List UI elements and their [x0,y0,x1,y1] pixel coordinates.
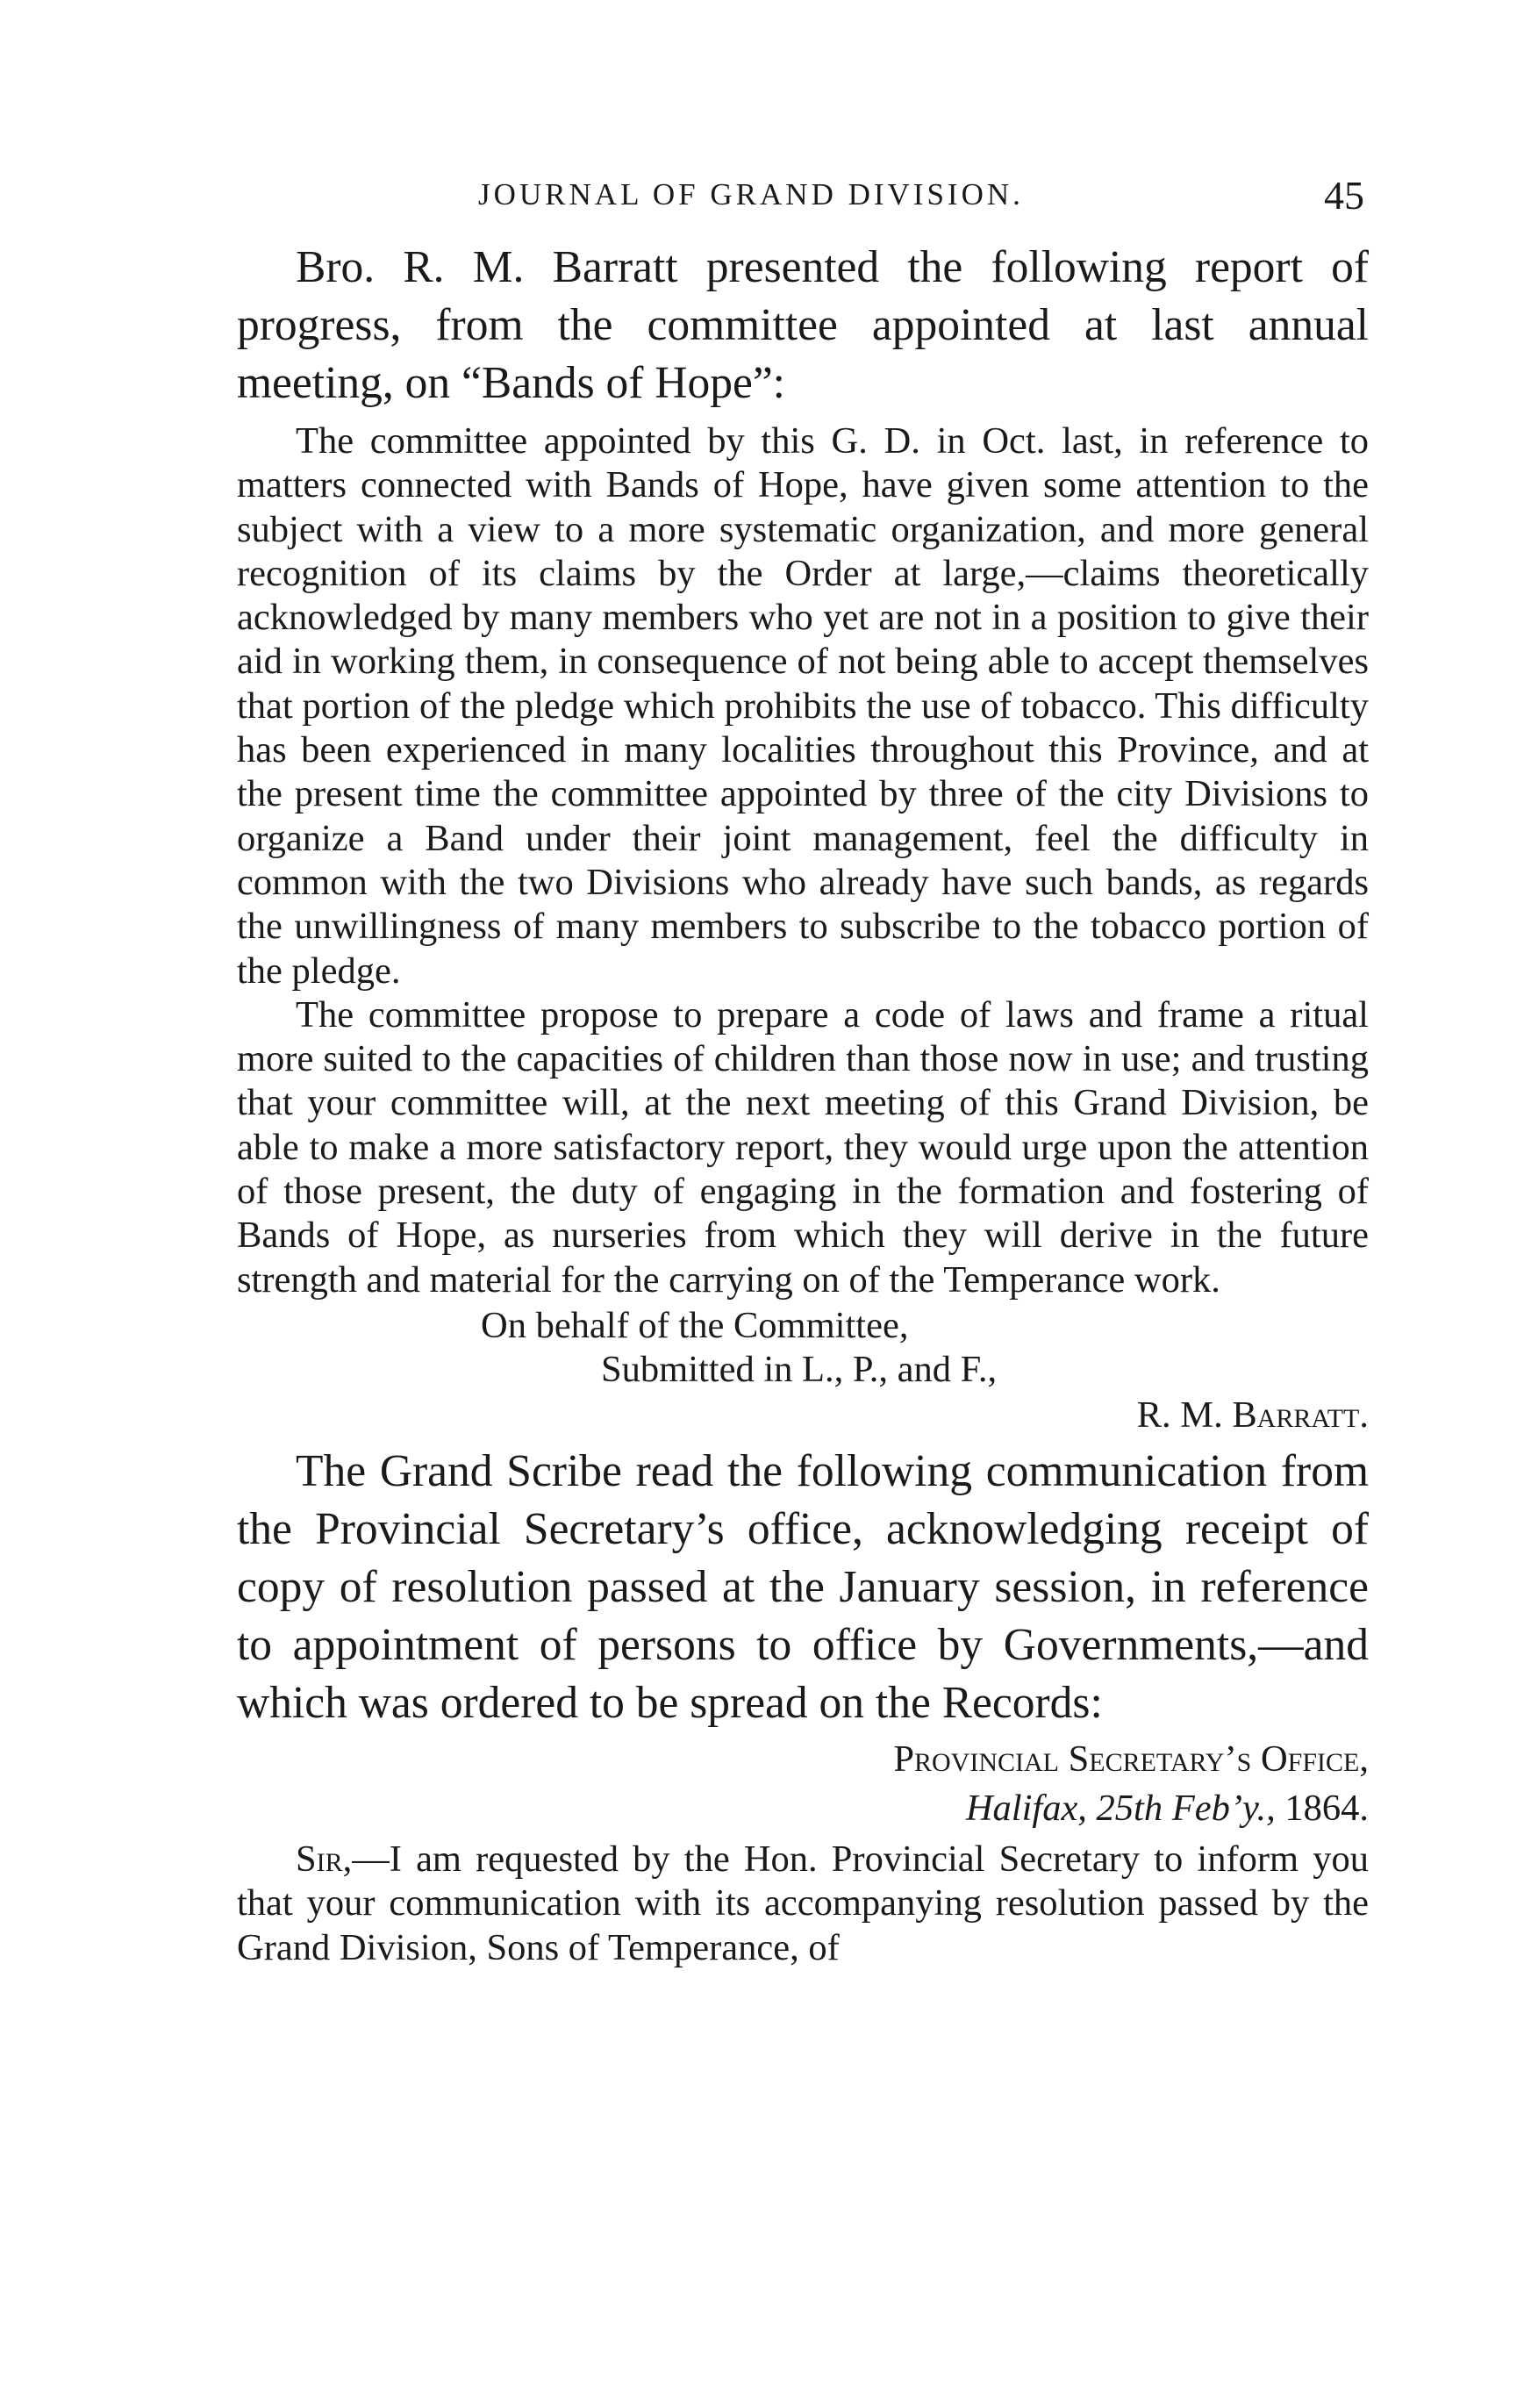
letter-body-text: —I am requested by the Hon. Provincial Secretary to inform you that your communication with its accompanying resolution passed by the Grand Division, Sons of Temperance, of [237,1838,1369,1968]
letter-office-heading: Provincial Secretary’s Office, [893,1738,1369,1780]
signature-behalf-line: On behalf of the Committee, [481,1304,909,1346]
letter-body [237,1838,1369,1970]
report-paragraph-1: The committee appointed by this G. D. in Oct. last, in reference to matters connected with Bands of Hope, have given some attention to the subject with a view to a more systematic organization, and more general recognition of its claims by the Order at large,—claims theoretically acknowledged by many members who yet are not in a position to give their aid in working them, in consequence of not being able to accept themselves that portion of the pledge which prohibits the use of tobacco. This difficulty has been experienced in many localities throughout this Province, and at the present time the committee appointed by three of the city Divisions to organize a Band under their joint management, feel the difficulty in common with the two Divisions who already have such bands, as regards the unwillingness of many members to subscribe to the tobacco portion of the pledge. [237,420,1369,992]
page-header [478,172,1364,225]
page-number: 45 [1324,173,1364,218]
body-text [237,239,1369,1970]
signature-name: R. M. Barratt. [1136,1394,1369,1436]
letter-date-line [237,1783,1369,1834]
letter-year: 1864. [1284,1787,1369,1829]
letter-place-date: Halifax, 25th Feb’y., [965,1787,1276,1829]
report-paragraph-2: The committee propose to prepare a code of laws and frame a ritual more suited to the capacities of children than those now in use; and trusting that your committee will, at the next meeting of this Grand Division, be able to make a more satisfactory report, they would urge upon the attention of those present, the duty of engaging in the formation and fostering of Bands of Hope, as nurseries from which they will derive in the future strength and material for the carrying on of the Temperance work. [237,993,1369,1301]
running-head: JOURNAL OF GRAND DIVISION. [478,177,1024,211]
intro-paragraph: Bro. R. M. Barratt presented the following report of progress, from the committee appointed at last annual meeting, on “Bands of Hope”: [237,242,1369,408]
signature-submitted-line: Submitted in L., P., and F., [601,1348,998,1390]
scribe-paragraph: The Grand Scribe read the following communication from the Provincial Secretary’s office, acknowledging receipt of copy of resolution passed at the January session, in reference to appointment of persons to office by Governments,—and which was ordered to be spread on the Records: [237,1445,1369,1728]
letter-salutation: Sir, [296,1838,353,1880]
